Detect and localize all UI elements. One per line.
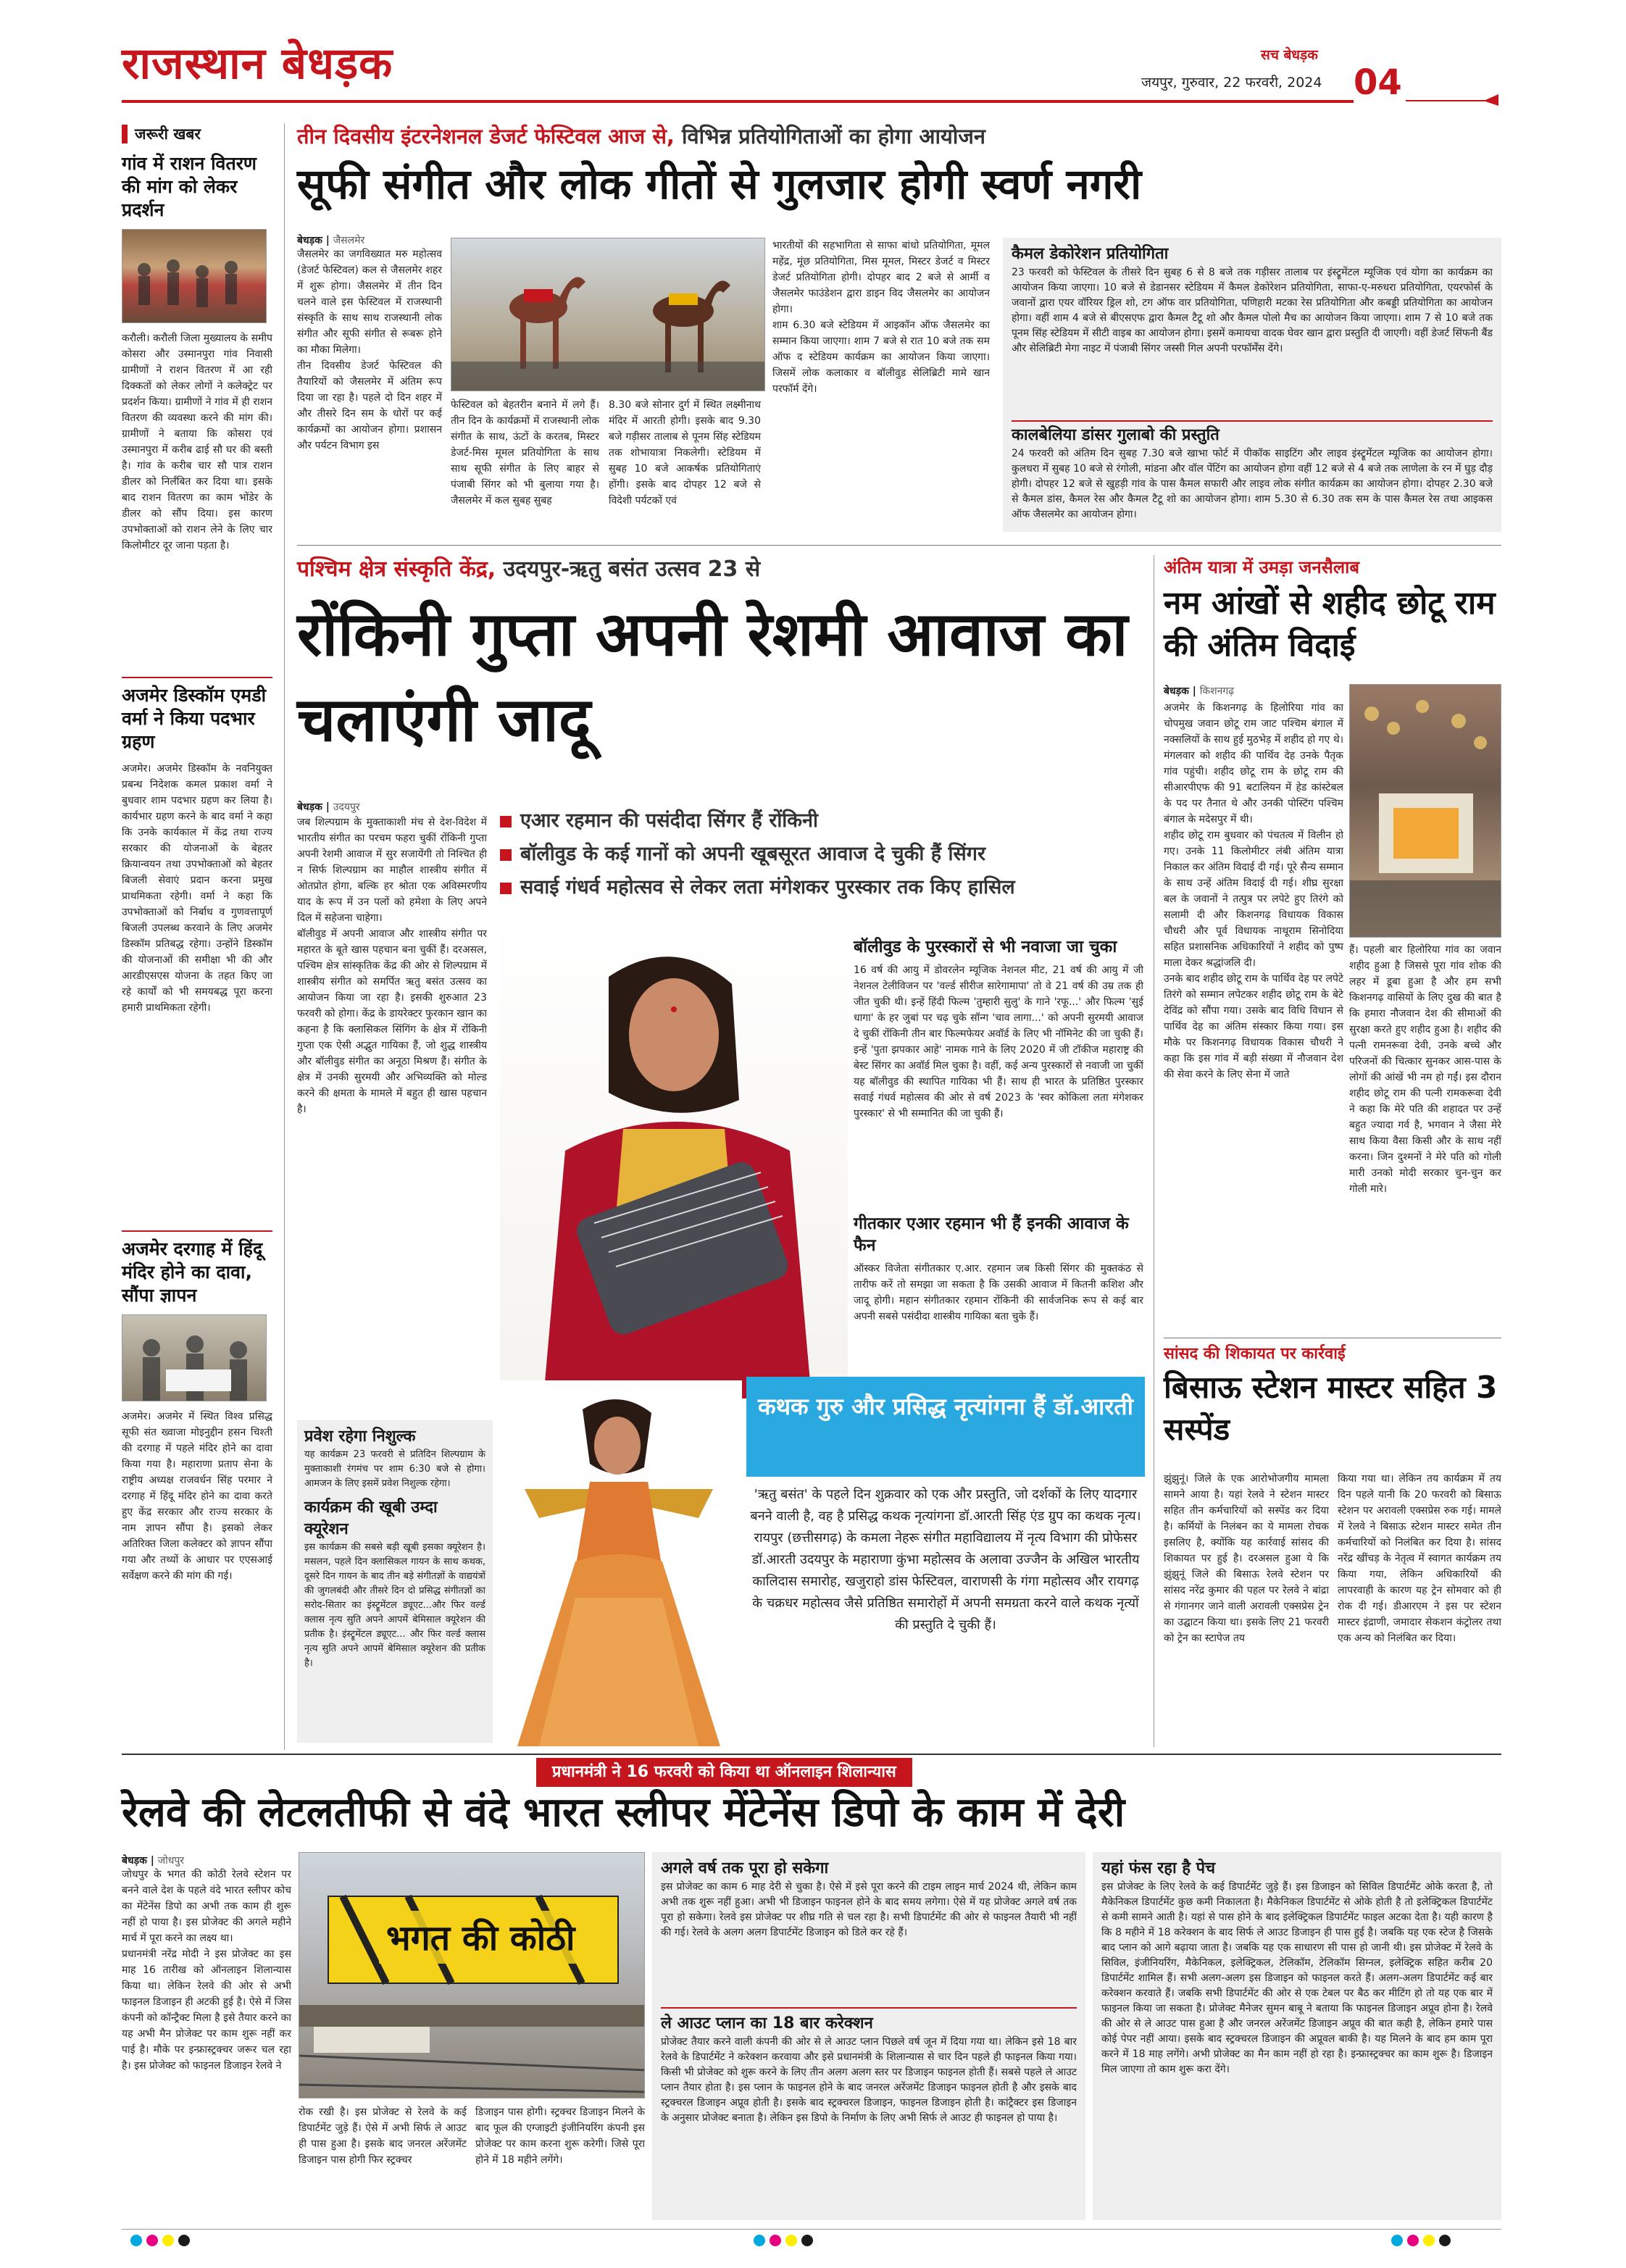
curation-text: इस कार्यक्रम की सबसे बड़ी खूबी इसका क्यूरेशन है। मसलन, पहले दिन क्लासिकल गायन के साथ कथक, दूसरे दिन गायन के बाद तीन बड़े संगीतज्ञों के वाद्ययंत्रों की जुगलबंदी और तीसरे दिन दो प्रसिद्ध संगीतज्ञों का सरोद-सितार का इंस्ट्रूमेंटल ड्यूएट...और फिर वर्ल्ड क्लास नृत्य सुति अपने आपमें बेमिसाल क्यूरेशन की प्रतीक है। इंस्ट्रूमेंटल ड्यूएट... और फिर वर्ल्ड क्लास नृत्य सुति अपने आपमें बेमिसाल क्यूरेशन की प्रतीक है।	[304, 1542, 485, 1669]
sidebar-story2-body: अजमेर। अजमेर डिस्कॉम के नवनियुक्त प्रबन्ध निदेशक कमल प्रकाश वर्मा ने बुधवार शाम पदभार ग्रहण कर लिया है। कार्यभार ग्रहण करने के बाद वर्मा ने कहा कि उनके कार्यकाल में केंद्र तथा राज्य सरकार की योजनाओं के बेहतर क्रियान्वयन तथा उपभोक्ताओं को बेहतर बिजली सेवाएं प्रदान करना प्रमुख प्राथमिकता रहेगी। वर्मा ने कहा कि उपभोक्ताओं को निर्बाध व गुणवत्तापूर्ण बिजली उपलब्ध करवाने के लिए अजमेर डिस्कॉम प्रतिबद्ध रहेगा। उन्होंने डिस्कॉम की योजनाओं की समीक्षा भी की और आरडीएसएस योजना के तहत किए जा रहे कार्यों को भी समयबद्ध पूरा करना हमारी प्राथमिकता रहेगी।	[122, 763, 272, 1014]
footer-registration-marks-center	[754, 2235, 817, 2249]
story3-col1: अजमेर के किशनगढ़ के हिलोरिया गांव का चोपमुख जवान छोटू राम जाट पश्चिम बंगाल में नक्सलियों के साथ हुई मुठभेड़ में शहीद हो गए थे। मंगलवार को शहीद की पार्थिव देह उनके पैतृक गांव पहुंची। शहीद छोटू राम के छोटू राम की सीआरपीएफ की 91 बटालियन में हेड कांस्टेबल के पद पर तैनात थे और उनकी पोस्टिंग पश्चिम बंगाल के मदेसपुर में थी। शहीद छोटू राम बुधवार को पंचतत्व में विलीन हो गए। उनके 11 किलोमीटर लंबी अंतिम यात्रा निकाल कर अंतिम विदाई दी गई। पूरे सैन्य सम्मान के साथ उन्हें अंतिम विदाई दी गई। शीघ्र सुरक्षा बल के जवानों ने तत्पुत्र पर लपेटे हुए तिरंगे को सलामी दी और किशनगढ़ विधायक विकास चौधरी और पूर्व विधायक नाथूराम सिनोदिया सहित प्रशासनिक अधिकारियों ने शहीद को पुष्प माला देकर श्रद्धांजलि दी। उनके बाद शहीद छोटू राम के पार्थिव देह पर लपेटे तिरंगे को सम्मान लपेटकर शहीद छोटू राम के बेटे देविंद्र को सौंपा गया। उसके बाद विधि विधान से पार्थिव देह का अंतिम संस्कार किया गया। इस मौके पर किशनगढ़ विधायक विकास चौधरी ने कहा कि इस गांव में बड़ी संख्या में नौजवान देश की सेवा करने के लिए सेना में जाते	[1164, 702, 1343, 1080]
entry-box	[297, 1420, 493, 1743]
entry-heading: प्रवेश रहेगा निशुल्क	[304, 1427, 416, 1446]
layout-correction-heading: ले आउट प्लान का 18 बार करेक्शन	[661, 2014, 873, 2033]
kathak-text: 'ऋतु बसंत' के पहले दिन शुक्रवार को एक और प्रस्तुति, जो दर्शकों के लिए यादगार बनने वाली है, वह है प्रसिद्ध कथक नृत्यांगना डॉ.आरती सिंह एंड ग्रुप का कथक नृत्य। रायपुर (छत्तीसगढ़) के कमला नेहरू संगीत महाविद्यालय में नृत्य विभाग की प्रोफेसर डॉ.आरती उदयपुर के महाराणा कुंभा महोत्सव के अलावा उज्जैन के अखिल भारतीय कालिदास समारोह, खजुराहो डांस फेस्टिवल, वाराणसी के गंगा महोत्सव और रायगढ़ के चक्रधर महोत्सव जैसे प्रतिष्ठित समारोहों में अपनी समग्रता करने वाले कथक नृत्यों की प्रस्तुति दे चुकी हैं।	[750, 1487, 1141, 1633]
station-sign-text: भगत की कोठी	[379, 1911, 582, 1964]
story2-kicker: पश्चिम क्षेत्र संस्कृति केंद्र, उदयपुर-ऋतु बसंत उत्सव 23 से	[297, 556, 761, 582]
pen-nib-icon	[1406, 90, 1500, 114]
masthead-tagline: सच बेधड़क	[1261, 47, 1318, 63]
registration-dot	[1439, 2235, 1451, 2246]
camel-decoration-heading: कैमल डेकोरेशन प्रतियोगिता	[1012, 245, 1169, 263]
sidebar-story3-body: अजमेर। अजमेर में स्थित विश्व प्रसिद्ध सूफी संत ख्वाजा मोइनुद्दीन हसन चिश्ती की दरगाह में पहले मंदिर होने का दावा किया गया है। महाराणा प्रताप सेना के राष्ट्रीय अध्यक्ष राजवर्धन सिंह परमार ने दरगाह में हिंदू मंदिर होने का दावा करते हुए केंद्र सरकार और राज्य सरकार के नाम ज्ञापन सौंपा है। इसको लेकर अतिरिक्त जिला कलेक्टर को ज्ञापन सौंपा गया और तथ्यों के आधार पर एएसआई सर्वेक्षण करने की मांग की गई।	[122, 1411, 272, 1582]
story1-col1: जैसलमेर का जगविख्यात मरु महोत्सव (डेजर्ट फेस्टिवल) कल से जैसलमेर शहर में शुरू होगा। जैसलमेर में तीन दिन चलने वाले इस फेस्टिवल में राजस्थानी संस्कृति के साथ साथ राजस्थानी लोक संगीत और सूफी संगीत से रूबरू होने का मौका मिलेगा। तीन दिवसीय डेजर्ट फेस्टिवल की तैयारियों को जैसलमेर में अंतिम रूप दिया जा रहा है। पहले दो दिन शहर में और तीसरे दिन सम के धोरों पर कई कार्यक्रमों का आयोजन होगा। प्रशासन और पर्यटन विभाग इस	[297, 249, 442, 451]
kathak-callout	[746, 1377, 1145, 1477]
masthead-dateline: जयपुर, गुरुवार, 22 फरवरी, 2024	[1141, 75, 1322, 91]
story3-kicker: अंतिम यात्रा में उमड़ा जनसैलाब	[1164, 557, 1360, 578]
story1-col2: फेस्टिवल को बेहतरीन बनाने में लगे हैं। तीन दिन के कार्यक्रमों में राजस्थानी लोक संगीत के साथ, ऊंटों के करतब, मिस्टर डेजर्ट-मिस मूमल प्रतियोगिता के साथ साथ सूफी संगीत के लिए बाहर से पंजाबी सिंगर को भी बुलाया गया है। जैसलमेर में कल सुबह सुबह	[451, 399, 599, 506]
sidebar-story3-photo	[122, 1314, 267, 1401]
sidebar-story3-title[interactable]: अजमेर दरगाह में हिंदू मंदिर होने का दावा, सौंपा ज्ञापन	[122, 1238, 263, 1306]
ronkini-photo	[500, 912, 848, 1398]
registration-dot	[178, 2235, 190, 2246]
story2-awards-section	[854, 936, 1143, 1325]
rahman-fan-heading: गीतकार एआर रहमान भी हैं इनकी आवाज के फैन	[854, 1214, 1129, 1255]
layout-correction-text: प्रोजेक्ट तैयार करने वाली कंपनी की ओर से ले आउट प्लान पिछले वर्ष जून में दिया गया था। लेकिन इसे 18 बार रेलवे के डिपार्टमेंट ने करेक्शन करवाया और इसे प्रधानमंत्री के शिलान्यास से चार दिन पहले ही फाइनल किया गया। किसी भी प्रोजेक्ट को शुरू करने के लिए तीन अलग अलग स्तर पर डिजाइन फाइनल होती हैं। सबसे पहले ले आउट प्लान तैयार होता है। इस प्लान के फाइनल होने के बाद जनरल अरेंजमेंट डिजाइन फाइनल होती है और इसके बाद स्ट्रक्चरल डिजाइन अप्रूव होती है। इसके बाद स्ट्रक्चरल डिजाइन, फाइनल डिजाइन होती है। कांट्रैक्टर इस डिजाइन के अनुसार प्रोजेक्ट बनाता है। लेकिन इस डिपो के निर्माण के लिए अभी सिर्फ ले आउट ही फाइनल हो पाया है।	[661, 2036, 1077, 2124]
registration-dot	[1407, 2235, 1419, 2246]
story5-kicker: प्रधानमंत्री ने 16 फरवरी को किया था ऑनलाइन शिलान्यास	[536, 1758, 912, 1787]
aarti-photo	[496, 1380, 742, 1746]
curation-heading: कार्यक्रम की खूबी उम्दा क्यूरेशन	[304, 1498, 438, 1538]
story4-col2: किया गया था। लेकिन तय कार्यक्रम में तय दिन पहले यानी कि 20 फरवरी को बिसाऊ स्टेशन पर अरावली एक्सप्रेस रुक गई। मामले में रेलवे ने बिसाऊ स्टेशन मास्टर समेत तीन कर्मचारियों को निलंबित कर दिया है। सांसद नरेंद्र खींचड़ के नेतृत्व में स्वागत कार्यक्रम तय किया गया, लेकिन अधिकारियों की लापरवाही के कारण यह ट्रेन सोमवार को ही रोक दी गई। डीआरएम ने इस पर स्टेशन मास्टर इंद्राणी, जमादार सेकशन कंट्रोलर तथा एक अन्य को निलंबित कर दिया।	[1338, 1473, 1501, 1644]
kathak-heading: कथक गुरु और प्रसिद्ध नृत्यांगना हैं डॉ.आरती	[758, 1393, 1133, 1420]
story1-byline: बेधड़क | जैसलमेर	[297, 235, 365, 246]
story2-col1: जब शिल्पग्राम के मुक्ताकाशी मंच से देश-विदेश में भारतीय संगीत का परचम फहरा चुकीं रोंकिनी गुप्ता अपनी रेशमी आवाज में सुर सजायेंगी तो निश्चित ही न सिर्फ शिल्पग्राम का माहौल शास्त्रीय संगीत में ओतप्रोत होगा, बल्कि हर श्रोता एक अविस्मरणीय याद के रूप में उन पलों को हमेशा के लिए अपने दिल में सहेजना चाहेगा। बॉलीवुड में अपनी आवाज और शास्त्रीय संगीत पर महारत के बूते खास पहचान बना चुकीं हैं। दरअसल, पश्चिम क्षेत्र सांस्कृतिक केंद्र की ओर से शिल्पग्राम में शास्त्रीय संगीत को समर्पित ऋतु बसंत उत्सव का आयोजन किया जा रहा है। इसकी शुरुआत 23 फरवरी को होगा। केंद्र के डायरेक्टर फुरकान खान का कहना है कि क्लासिकल सिंगिंग के क्षेत्र में रोंकिनी गुप्ता एक ऐसी अद्भुत गायिका हैं, जो शुद्ध शास्त्रीय और बॉलीवुड संगीत का अनूठा मिश्रण हैं। संगीत के क्षेत्र में उनकी सुरमयी और अभिव्यक्ति को मोल्ड करने की क्षमता के मामले में बहुत ही खास पहचान है।	[297, 817, 487, 1115]
registration-dot	[162, 2235, 174, 2246]
registration-dot	[770, 2235, 781, 2246]
story2-byline: बेधड़क | उदयपुर	[297, 801, 360, 813]
story3-byline: बेधड़क | किशनगढ़	[1164, 685, 1235, 697]
registration-dot	[754, 2235, 765, 2246]
registration-dot	[146, 2235, 158, 2246]
sidebar-story2-title[interactable]: अजमेर डिस्कॉम एमडी वर्मा ने किया पदभार ग्रहण	[122, 685, 267, 752]
next-year-box	[652, 1852, 1085, 2220]
story5-col1: जोधपुर के भगत की कोठी रेलवे स्टेशन पर बनने वाले देश के पहले वंदे भारत स्लीपर कोच का मेंटेनेंस डिपो का अभी तक काम ही शुरू नहीं हो पाया है। इस प्रोजेक्ट की अगले महीने मार्च में पूरा करने का लक्ष्य था। प्रधानमंत्री नरेंद्र मोदी ने इस प्रोजेक्ट का इस माह 16 तारीख को ऑनलाइन शिलान्यास किया था। लेकिन रेलवे की ओर से अभी फाइनल डिजाइन ही अटकी हुई है। ऐसे में जिस कंपनी को कॉन्ट्रैक्ट मिला है इसे तैयार करने का यह अभी मैन प्रोजेक्ट पर काम शुरू नहीं कर पाई है। मौके पर इन्फ्रास्ट्रक्चर जरूर चल रहा है। इस प्रोजेक्ट को फाइनल डिजाइन रेलवे ने	[122, 1869, 291, 2072]
rahman-fan-text: ऑस्कर विजेता संगीतकार ए.आर. रहमान जब किसी सिंगर की मुक्तकंठ से तारीफ करें तो समझा जा सकता है कि उसकी आवाज में कितनी कशिश और जादू होगी। महान संगीतकार रहमान रोंकिनी की सार्वजनिक रूप से कई बार अपनी सबसे पसंदीदा शास्त्रीय गायिका बता चुके हैं।	[854, 1263, 1143, 1322]
entry-text: यह कार्यक्रम 23 फरवरी से प्रतिदिन शिल्पग्राम के मुक्ताकाशी रंगमंच पर शाम 6:30 बजे से होगा। आमजन के लिए इसमें प्रवेश निशुल्क रहेगा।	[304, 1449, 485, 1489]
awards-heading: बॉलीवुड के पुरस्कारों से भी नवाजा जा चुका	[854, 938, 1117, 956]
story4-kicker: सांसद की शिकायत पर कार्रवाई	[1164, 1345, 1346, 1363]
story3-col2: हैं। पहली बार हिलोरिया गांव का जवान शहीद हुआ है जिससे पूरा गांव शोक की लहर में डूबा हुआ है और हम सभी किशनगढ़ वासियों के लिए दुख की बात है कि हमारा नौजवान देश की सीमाओं की सुरक्षा करते हुए शहीद हुआ है। शहीद की पत्नी रामनरूवा देवी, उनके बच्चे और परिजनों की चित्कार सुनकर आस-पास के लोगों की आंखें भी नम हो गईं। इस दौरान शहीद छोटू राम की पत्नी रामकरूवा देवी ने कहा कि मेरे पति की शहादत पर उन्हें बहुत ज्यादा गर्व है, भगवान ने जैसा मेरे साथ किया वैसा किसी और के साथ नहीं करना। जिन दुश्मनों ने मेरे पति को गोली मारी उनको मोदी सरकार चुन-चुन कर गोली मारे।	[1349, 944, 1501, 1195]
gulabo-text: 24 फरवरी को अंतिम दिन सुबह 7.30 बजे खाभा फोर्ट में पीकॉक साइटिंग और लाइव इंस्ट्रूमेंटल म्यूजिक का आयोजन होगा। कुलधरा में सुबह 10 बजे से रंगोली, मांडना और वॉल पेंटिंग का आयोजन होगा वहीं 12 बजे से 4 बजे तक लाणेला के रन में घुड़ दौड़ होगी। दोपहर 12 बजे से खुहड़ी गांव के पास कैमल सफारी और लाइव लोक संगीत कार्यक्रम का आयोजन होगा। दोपहर 2.30 बजे से कैमल डांस, कैमल रेस और कैमल टैटू शो का आयोजन होगा। शाम 5.30 से 6.30 तक सम के पास कैमल रेस तथा आइकस ऑफ जैसलमेर का आयोजन होगा।	[1012, 448, 1493, 520]
highlight-1: एआर रहमान की पसंदीदा सिंगर हैं रोंकिनी	[500, 804, 1145, 838]
awards-text: 16 वर्ष की आयु में डोवरलेन म्यूजिक नेशनल मीट, 21 वर्ष की आयु में जी नेशनल टेलीविजन पर 'वर्ल्ड सीरीज सारेगामापा' तो वे 21 वर्ष की उम्र तक ही जीत चुकी थी। इन्हें हिंदी फिल्म 'तुम्हारी सुलु' के गाने 'रफू...' और फिल्म 'सुई धागा' के हर जुबां पर चढ़ चुके सॉन्ग 'चाव लागा...' को अपनी सुरमयी आवाज दे चुकीं रोंकिनी तीन बार फिल्मफेयर अवॉर्ड के लिए भी नॉमिनेट की जा चुकी हैं। इन्हें 'पुता झपकार आहे' नामक गाने के लिए 2020 में जी टॉकीज महाराष्ट्र की बेस्ट सिंगर का अवॉर्ड मिल चुका है। वहीं, कई अन्य पुरस्कारों से नवाजी जा चुकीं यह बॉलीवुड की स्थापित गायिका भी हैं। साथ ही भारत के प्रतिष्ठित पुरस्कार सवाई गंधर्व महोत्सव की ओर से वर्ष 2023 के 'स्वर कोकिला लता मंगेशकर पुरस्कार' से भी सम्मानित की जा चुकी हैं।	[854, 964, 1143, 1120]
registration-dot	[801, 2235, 813, 2246]
stuck-heading: यहां फंस रहा है पेच	[1101, 1859, 1216, 1877]
sidebar-story1-body: करौली। करौली जिला मुख्यालय के समीप कोसरा और उस्मानपुरा गांव निवासी ग्रामीणों ने राशन वितरण में आ रही दिक्कतों को लेकर लोगों ने कलेक्ट्रेट पर प्रदर्शन किया। ग्रामीणों ने गांव में ही राशन वितरण की व्यवस्था करने की मांग की। ग्रामीणों ने बताया कि कोसरा एवं उस्मानपुरा में करीब ढाई सौ घर की बस्ती है। गांव के करीब चार सौ पात्र राशन डीलर को निर्लंबित कर दिया था। इसके बाद राशन वितरण का काम भोंडेर के डीलर को सौंप दिया। इस कारण उपभोक्ताओं को राशन लेने के लिए चार किलोमीटर दूर जाना पड़ता है।	[122, 333, 272, 551]
funeral-photo	[1349, 684, 1501, 938]
story4-headline[interactable]: बिसाऊ स्टेशन मास्टर सहित 3 सस्पेंड	[1164, 1369, 1498, 1447]
camel-decoration-text: 23 फरवरी को फेस्टिवल के तीसरे दिन सुबह 6 से 8 बजे तक गड़ीसर तालाब पर इंस्ट्रूमेंटल म्यूजिक एवं योगा का कार्यक्रम का आयोजन किया जाएगा। 10 बजे से डेडानसर स्टेडियम में कैमल डेकोरेशन प्रतियोगिता, साफा-ए-मरुधरा प्रतियोगिता, एयरफोर्स के जवानों द्वारा एयर वॉरियर ड्रिल शो, टग ऑफ वार प्रतियोगिता, पणिहारी मटका रेस प्रतियोगिता और कबड्डी प्रतियोगिता का आयोजन होगा। वहीं शाम 4 बजे से बीएसएफ द्वारा कैमल टैटू शो और कैमल पोलो मैच का आयोजन किया जाएगा। शाम 7 से 10 बजे तक पूनम सिंह स्टेडियम में सीटी वाइब का आयोजन होगा। इसमें कमायचा वादक घेवर खान द्वारा प्रस्तुति दी जाएगी। वहीं डेजर्ट सिंफनी बैंड और सेलिब्रिटी मेगा नाइट में पंजाबी सिंगर जस्सी गिल अपनी परफॉर्मेंस देंगे।	[1012, 267, 1493, 354]
story1-col3: 8.30 बजे सोनार दुर्ग में स्थित लक्ष्मीनाथ मंदिर में आरती होगी। इसके बाद 9.30 बजे गड़ीसर तालाब से पूनम सिंह स्टेडियम तक शोभायात्रा निकलेगी। स्टेडियम में सुबह 10 बजे आकर्षक प्रतियोगिताएं होंगी। इसके बाद दोपहर 12 बजे से विदेशी पर्यटकों एवं	[609, 399, 761, 506]
story1-info-box	[1003, 238, 1501, 532]
story2-highlights	[500, 804, 1145, 904]
highlight-3: सवाई गंधर्व महोत्सव से लेकर लता मंगेशकर पुरस्कार तक किए हासिल	[500, 871, 1145, 904]
stuck-box	[1093, 1852, 1501, 2220]
next-year-heading: अगले वर्ष तक पूरा हो सकेगा	[661, 1859, 829, 1877]
registration-dot	[785, 2235, 797, 2246]
story1-camel-photo	[451, 238, 765, 391]
story3-headline[interactable]: नम आंखों से शहीद छोटू राम की अंतिम विदाई	[1164, 585, 1496, 664]
story4-col1: झुंझुनूं। जिले के एक आरोभोजगीय मामला सामने आया है। यहां रेलवे ने स्टेशन मास्टर सहित तीन कर्मचारियों को सस्पेंड कर दिया है। कर्मियों के निलंबन का ये मामला रोचक इसलिए है, क्योंकि यह कार्रवाई सांसद की शिकायत पर हुई है। दरअसल हुआ ये कि झुंझुनूं जिले की बिसाऊ रेलवे स्टेशन पर सांसद नरेंद्र कुमार की पहल पर रेलवे ने बांद्रा से गंगानगर जाने वाली अरावली एक्सप्रेस ट्रेन का उद्घाटन किया था। इसके लिए 21 फरवरी को ट्रेन का स्टापेज तय	[1164, 1473, 1329, 1644]
footer-registration-marks-left	[130, 2235, 194, 2249]
sidebar-story1-title[interactable]: गांव में राशन वितरण की मांग को लेकर प्रदर्शन	[122, 153, 257, 220]
story1-headline[interactable]: सूफी संगीत और लोक गीतों से गुलजार होगी स्वर्ण नगरी	[297, 159, 1142, 209]
sidebar-label: जरूरी खबर	[122, 123, 272, 145]
footer-registration-marks-right	[1391, 2235, 1455, 2249]
gulabo-heading: कालबेलिया डांसर गुलाबो की प्रस्तुति	[1012, 426, 1220, 444]
story5-col2: रोक रखी है। इस प्रोजेक्ट से रेलवे के कई डिपार्टमेंट जुड़े हैं। ऐसे में अभी सिर्फ ले आउट ही पास हुआ है। इसके बाद जनरल अरेंजमेंट डिजाइन पास होगी फिर स्ट्रक्चर	[299, 2106, 467, 2166]
registration-dot	[1423, 2235, 1435, 2246]
highlight-2: बॉलीवुड के कई गानों को अपनी खूबसूरत आवाज दे चुकी हैं सिंगर	[500, 838, 1145, 871]
station-photo	[299, 1852, 645, 2098]
sidebar-story1-photo	[122, 229, 267, 323]
story5-headline[interactable]: रेलवे की लेटलतीफी से वंदे भारत स्लीपर मेंटेनेंस डिपो के काम में देरी	[122, 1789, 1125, 1836]
story2-headline[interactable]: रोंकिनी गुप्ता अपनी रेशमी आवाज का चलाएंगी जादू	[297, 599, 1128, 755]
sidebar-divider	[284, 123, 285, 1750]
stuck-text: इस प्रोजेक्ट के लिए रेलवे के कई डिपार्टमेंट जुड़े हैं। इस डिजाइन को सिविल डिपार्टमेंट ओके करता है, तो मैकेनिकल डिपार्टमेंट कुछ कमी निकालता है। मैकेनिकल डिपार्टमेंट से ओके होती है तो इलेक्ट्रिकल डिपार्टमेंट से कमी सामने आती है। यहां से पास होने के बाद इलेक्ट्रिकल डिपार्टमेंट फाइल अटका देता है। यही कारण है कि 8 महीने में 18 करेक्शन के बाद सिर्फ ले आउट डिजाइन ही पास हुई है। जबकि यह एक स्टेज है जिसके बाद प्लान को आगे बढ़ाया जाता है। जबकि यह एक साधारण सी पास हो जानी थी। इस प्रोजेक्ट में रेलवे के सिविल, इंजीनियरिंग, मैकेनिकल, इलेक्ट्रिकल, टेलिकॉम, टेलिकॉम सिग्नल, इलेक्ट्रिक सहित करीब 20 डिपार्टमेंट शामिल हैं। सभी अलग-अलग इस डिजाइन को फाइनल करते हैं। अलग-अलग डिपार्टमेंट कई बार करेक्शन करवाते हैं। जबकि सभी डिपार्टमेंट की ओर से एक टेबल पर बैठ कर मीटिंग हो तो यह एक बार में फाइनल किया जा सकता है। प्रोजेक्ट मैनेजर सुमन बाबू ने बताया कि फाइनल डिजाइन अप्रूव होना है। रेलवे की ओर से ले आउट पास हुआ है और जनरल अरेंजमेंट डिजाइन अप्रूव की बात कही है, लेकिन हमारे पास कोई पेपर नहीं आया। इसके बाद स्ट्रक्चरल डिजाइन की अप्रूवल बाकी है। यह मिलने के बाद हम काम पूरा करने में 18 माह लगेंगे। अभी प्रोजेक्ट का मैन काम नहीं हो रहा है। इन्फ्रास्ट्रक्चर का काम शुरू है। डिजाइन मिल जाएगा तो काम शुरू करा देंगे।	[1101, 1881, 1493, 2075]
masthead-rule	[122, 100, 1354, 103]
story5-byline: बेधड़क | जोधपुर	[122, 1855, 185, 1867]
registration-dot	[130, 2235, 142, 2246]
sidebar	[122, 123, 272, 1750]
page-number: 04	[1354, 62, 1402, 103]
story5-col3: डिजाइन पास होगी। स्ट्रक्चर डिजाइन मिलने के बाद फूल की एग्जाइटी इंजीनियरिंग कंपनी इस प्रोजेक्ट पर काम करना शुरू करेगी। जिसे पूरा होने में 18 महीने लगेंगे।	[475, 2106, 645, 2166]
story1-kicker: तीन दिवसीय इंटरनेशनल डेजर्ट फेस्टिवल आज से, विभिन्न प्रतियोगिताओं का होगा आयोजन	[297, 124, 986, 149]
registration-dot	[1391, 2235, 1403, 2246]
story1-col4: भारतीयों की सहभागिता से साफा बांधो प्रतियोगिता, मूमल महेंद्र, मूंछ प्रतियोगिता, मिस मूमल, मिस्टर डेजर्ट व मिस्टर डेजर्ट प्रतियोगिता होगी। दोपहर बाद 2 बजे से आर्मी व जैसलमेर फाउंडेशन द्वारा डाइन विद जैसलमेर का आयोजन होगा। शाम 6.30 बजे स्टेडियम में आइकॉन ऑफ जैसलमेर का सम्मान किया जाएगा। शाम 7 बजे से रात 10 बजे तक सम ऑफ द स्टेडियम कार्यक्रम का आयोजन किया जाएगा। जिसमें लोक कलाकार व बॉलीवुड सेलिब्रिटी मामे खान परफॉर्म देंगे।	[772, 240, 990, 395]
masthead-paper: राजस्थान बेधड़क	[122, 38, 393, 89]
next-year-text: इस प्रोजेक्ट का काम 6 माह देरी से चुका है। ऐसे में इसे पूरा करने की टाइम लाइन मार्च 2024 थी, लेकिन काम अभी तक शुरू नहीं हुआ। अभी भी डिजाइन फाइनल होने के बाद समय लगेगा। ऐसे में यह प्रोजेक्ट अगले वर्ष तक पूरा हो सकेगा। रेलवे इस प्रोजेक्ट पर शीघ्र गति से चल रहा है। सभी डिपार्टमेंट की ओर से फाइनल तैयारी भी नहीं की गई। रेलवे के अलग अलग डिपार्टमेंट डिजाइन को डिले कर रहे हैं।	[661, 1881, 1077, 1938]
